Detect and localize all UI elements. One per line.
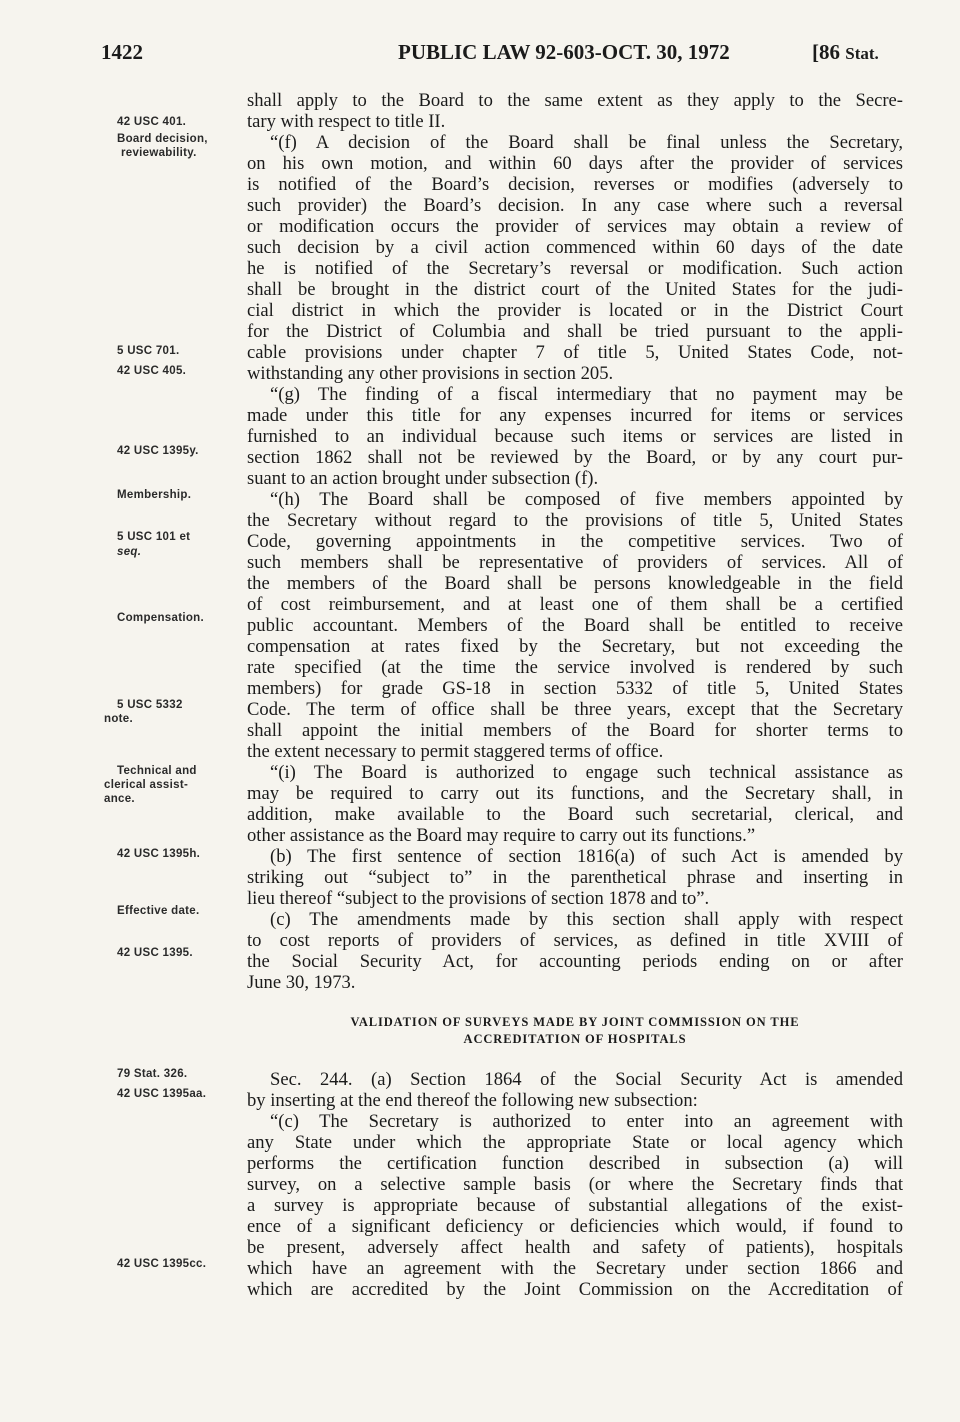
text-line: shall be brought in the district court of the United States for the judi- [247, 279, 903, 300]
text-line: “(f) A decision of the Board shall be final unless the Secretary, [270, 132, 903, 153]
statute-label: Stat. [845, 44, 879, 63]
running-title: PUBLIC LAW 92-603-OCT. 30, 1972 [398, 40, 730, 64]
margin-note: reviewability. [121, 147, 197, 159]
section-heading-line-2: ACCREDITATION OF HOSPITALS [463, 1032, 687, 1046]
text-line: members) for grade GS-18 in section 5332 of title 5, United States [247, 678, 903, 699]
text-line: such members shall be representative of providers of services. All of [247, 552, 903, 573]
margin-note: 42 USC 1395h. [117, 848, 201, 860]
statute-reference [812, 40, 879, 65]
text-line: shall apply to the Board to the same extent as they apply to the Secre- [247, 90, 903, 111]
text-line: or modification occurs the provider of services may obtain a review of [247, 216, 903, 237]
margin-note: 42 USC 1395. [117, 947, 193, 959]
text-line: such provider) the Board’s decision. In any case where such a reversal [247, 195, 903, 216]
section-heading-line-1: VALIDATION OF SURVEYS MADE BY JOINT COMMISSION ON THE [350, 1015, 800, 1029]
margin-note: Compensation. [117, 612, 204, 624]
text-line: to cost reports of providers of services, as defined in title XVIII of [247, 930, 903, 951]
text-line: section 1862 shall not be reviewed by the Board, or by any court pur- [247, 447, 903, 468]
text-line: cable provisions under chapter 7 of title 5, United States Code, not- [247, 342, 903, 363]
text-line: June 30, 1973. [247, 972, 356, 993]
text-line: any State under which the appropriate State or local agency which [247, 1132, 903, 1153]
text-line: of cost reimbursement, and at least one of them shall be a certified [247, 594, 903, 615]
text-line: shall appoint the initial members of the Board for shorter terms to [247, 720, 903, 741]
text-line: on his own motion, and within 60 days after the provider of services [247, 153, 903, 174]
text-line: lieu thereof “subject to the provisions of section 1878 and to”. [247, 888, 710, 909]
text-line: the members of the Board shall be persons knowledgeable in the field [247, 573, 903, 594]
margin-note: Effective date. [117, 905, 200, 917]
margin-note: 42 USC 1395y. [117, 445, 199, 457]
text-line: compensation at rates fixed by the Secretary, but not exceeding the [247, 636, 903, 657]
margin-note: clerical assist- [104, 779, 189, 791]
text-line: rate specified (at the time the service involved is rendered by such [247, 657, 903, 678]
text-line: Sec. 244. (a) Section 1864 of the Social Security Act is amended [270, 1069, 903, 1090]
text-line: “(g) The finding of a fiscal intermediary that no payment may be [270, 384, 903, 405]
text-line: is notified of the Board’s decision, reverses or modifies (adversely to [247, 174, 903, 195]
margin-note: 42 USC 1395cc. [117, 1258, 207, 1270]
statute-volume: [86 [812, 40, 840, 64]
text-line: “(h) The Board shall be composed of five members appointed by [270, 489, 903, 510]
text-line: survey, on a selective sample basis (or where the Secretary finds that [247, 1174, 903, 1195]
text-line: tary with respect to title II. [247, 111, 446, 132]
text-line: (c) The amendments made by this section shall apply with respect [270, 909, 903, 930]
text-line: Code. The term of office shall be three years, except that the Secretary [247, 699, 903, 720]
text-line: made under this title for any expenses incurred for items or services [247, 405, 903, 426]
text-line: “(c) The Secretary is authorized to enter into an agreement with [270, 1111, 903, 1132]
text-line: addition, make available to the Board such secretarial, clerical, and [247, 804, 903, 825]
text-line: for the District of Columbia and shall be tried pursuant to the appli- [247, 321, 903, 342]
text-line: ence of a significant deficiency or deficiencies which would, if found to [247, 1216, 903, 1237]
margin-note: ance. [104, 793, 135, 805]
margin-note: Technical and [117, 765, 197, 777]
text-line: the Social Security Act, for accounting periods ending on or after [247, 951, 903, 972]
text-line: “(i) The Board is authorized to engage such technical assistance as [270, 762, 903, 783]
page-number: 1422 [101, 40, 143, 64]
text-line: public accountant. Members of the Board shall be entitled to receive [247, 615, 903, 636]
margin-note: Board decision, [117, 133, 208, 145]
text-line: such decision by a civil action commenced within 60 days of the date [247, 237, 903, 258]
text-line: be present, adversely affect health and safety of patients), hospitals [247, 1237, 903, 1258]
text-line: (b) The first sentence of section 1816(a) of such Act is amended by [270, 846, 903, 867]
margin-note: 5 USC 101 et [117, 531, 191, 543]
text-line: furnished to an individual because such items or services are listed in [247, 426, 903, 447]
text-line: withstanding any other provisions in section 205. [247, 363, 614, 384]
margin-note: 79 Stat. 326. [117, 1068, 188, 1080]
margin-note: 42 USC 401. [117, 116, 187, 128]
text-line: cial district in which the provider is located or in the District Court [247, 300, 903, 321]
text-line: by inserting at the end thereof the following new subsection: [247, 1090, 698, 1111]
margin-note: 42 USC 1395aa. [117, 1088, 207, 1100]
text-line: which have an agreement with the Secretary under section 1866 and [247, 1258, 903, 1279]
text-line: a survey is appropriate because of substantial allegations of the exist- [247, 1195, 903, 1216]
text-line: performs the certification function described in subsection (a) will [247, 1153, 903, 1174]
text-line: other assistance as the Board may require to carry out its functions.” [247, 825, 756, 846]
text-line: the extent necessary to permit staggered terms of office. [247, 741, 664, 762]
text-line: the Secretary without regard to the provisions of title 5, United States [247, 510, 903, 531]
text-line: may be required to carry out its functions, and the Secretary shall, in [247, 783, 903, 804]
text-line: he is notified of the Secretary’s reversal or modification. Such action [247, 258, 903, 279]
margin-note: Membership. [117, 489, 192, 501]
text-line: Code, governing appointments in the competitive services. Two of [247, 531, 903, 552]
margin-note: 5 USC 701. [117, 345, 180, 357]
margin-note: 42 USC 405. [117, 365, 187, 377]
margin-note: note. [104, 713, 133, 725]
margin-note: seq. [117, 546, 142, 558]
margin-note: 5 USC 5332 [117, 699, 183, 711]
text-line: striking out “subject to” in the parenthetical phrase and inserting in [247, 867, 903, 888]
text-line: which are accredited by the Joint Commission on the Accreditation of [247, 1279, 903, 1300]
text-line: suant to an action brought under subsection (f). [247, 468, 599, 489]
